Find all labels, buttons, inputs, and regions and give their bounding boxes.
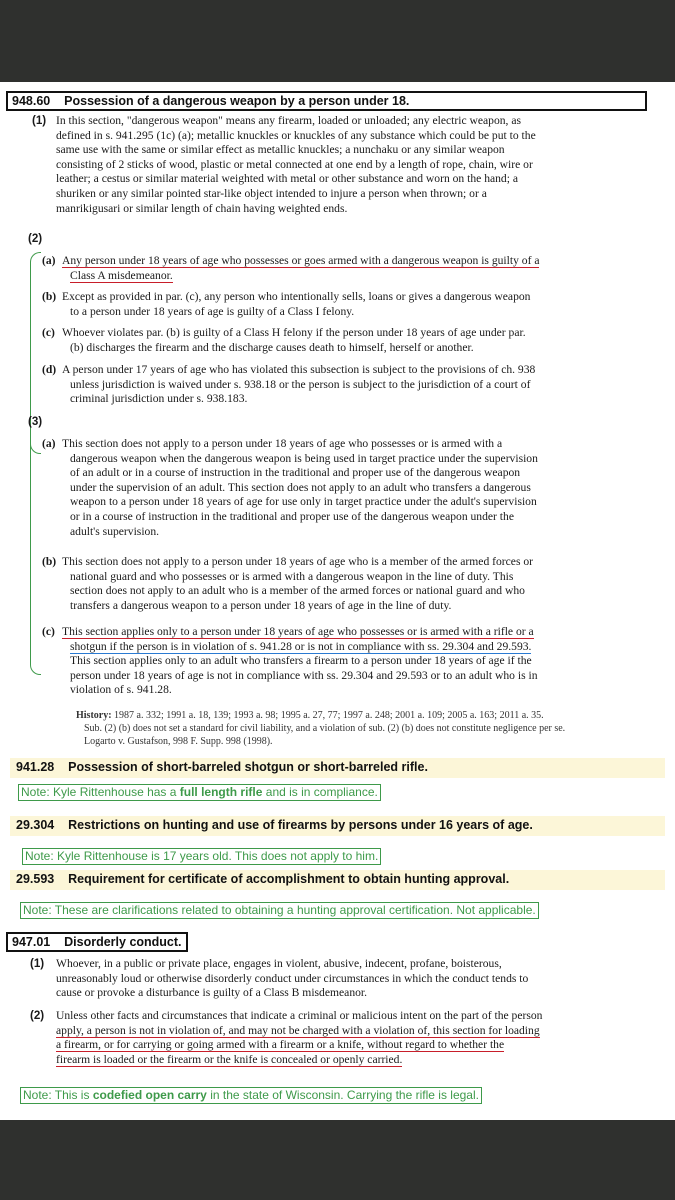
subsection-label: (3): [28, 415, 43, 428]
text-line: dangerous weapon when the dangerous weapon is being used in target practice under the supervision: [70, 451, 538, 465]
text-line: person under 18 years of age is not in compliance with ss. 29.304 and 29.593 or to an adult who is in: [70, 668, 538, 682]
s947-01-p1-text: [56, 957, 528, 1001]
text-line: This section does not apply to a person under 18 years of age who possesses or is armed with a: [62, 437, 503, 450]
subsection-label: (2): [30, 1009, 45, 1022]
history-block: [76, 709, 565, 748]
note-text: and is in compliance.: [262, 785, 378, 799]
annotation-note: Note: Kyle Rittenhouse is 17 years old. This does not apply to him.: [22, 848, 381, 865]
text-line: Unless other facts and circumstances that indicate a criminal or malicious intent on the part of the person: [56, 1009, 543, 1022]
annotation-note: Note: These are clarifications related to obtaining a hunting approval certification. Not applicable.: [20, 902, 539, 919]
annotation-note: [20, 1087, 482, 1104]
s948-60-3a-text: [62, 437, 538, 539]
subsection-label: (1): [32, 114, 47, 127]
note-text: Note: Kyle Rittenhouse has a: [21, 785, 180, 799]
history-line: Logarto v. Gustafson, 998 F. Supp. 998 (1998).: [84, 736, 273, 747]
green-bracket-annotation: [30, 434, 41, 675]
highlighted-text-line: This section applies only to a person under 18 years of age who possesses or is armed with a rifle or a: [62, 625, 534, 638]
section-948-60-header: [6, 91, 647, 111]
text-line: This section applies only to an adult who transfers a firearm to a person under 18 years of age if the: [70, 654, 532, 668]
section-number: 947.01: [12, 935, 51, 949]
highlighted-text-line: apply, a person is not in violation of, and may not be charged with a violation of, this section for loading: [56, 1023, 540, 1037]
history-label: History:: [76, 710, 112, 721]
section-number: 941.28: [16, 760, 55, 774]
paragraph-label: (c): [42, 625, 55, 638]
paragraph-label: (d): [42, 363, 57, 376]
note-bold-text: codefied open carry: [92, 1088, 207, 1102]
highlighted-text-line: shotgun if the person is in violation of s. 941.28 or is not in compliance with ss. 29.304 and 29.593.: [70, 639, 532, 653]
text-line: of an adult or in a course of instruction in the traditional and proper use of the dangerous weapon: [70, 466, 521, 480]
history-line: 1987 a. 332; 1991 a. 18, 139; 1993 a. 98; 1995 a. 27, 77; 1997 a. 248; 2001 a. 109; 2005 a. 163; 2011 a. 35.: [114, 710, 544, 721]
text-line: criminal jurisdiction under s. 938.183.: [70, 392, 248, 406]
section-title: Possession of a dangerous weapon by a person under 18.: [64, 94, 410, 108]
section-941-28-header: [16, 760, 428, 774]
section-title: Requirement for certificate of accomplishment to obtain hunting approval.: [68, 872, 510, 886]
text-line: Except as provided in par. (c), any person who intentionally sells, loans or gives a dangerous weapon: [62, 290, 531, 303]
section-number: 29.304: [16, 818, 55, 832]
text-line: leather; a cestus or similar material weighted with metal or other substance and worn on the hand; a: [56, 172, 518, 186]
text-line: violation of s. 941.28.: [70, 683, 172, 697]
section-title: Disorderly conduct.: [64, 935, 182, 949]
paragraph-label: (a): [42, 437, 56, 450]
text-line: cause or provoke a disturbance is guilty of a Class B misdemeanor.: [56, 986, 368, 1000]
section-29-304-header: [16, 818, 533, 832]
text-line: transfers a dangerous weapon to a person under 18 years of age in the line of duty.: [70, 598, 452, 612]
text-line: under the supervision of an adult. This section does not apply to an adult who transfers a dangerous: [70, 480, 531, 494]
highlighted-text-line: a firearm, or for carrying or going armed with a firearm or a knife, without regard to whether the: [56, 1038, 505, 1052]
s948-60-2b-text: [62, 290, 530, 319]
section-29-593-header: [16, 872, 509, 886]
paragraph-label: (c): [42, 326, 55, 339]
document-page: [0, 82, 675, 1120]
s948-60-2a-text: [62, 254, 539, 283]
text-line: A person under 17 years of age who has violated this subsection is subject to the provisions of ch. 938: [62, 363, 536, 376]
s948-60-2d-text: [62, 363, 535, 407]
text-line: weapon to a person under 18 years of age for use only in target practice under the adult's supervision: [70, 495, 537, 509]
note-text: in the state of Wisconsin. Carrying the rifle is legal.: [206, 1088, 479, 1102]
text-line: In this section, "dangerous weapon" means any firearm, loaded or unloaded; any electric weapon, as: [56, 114, 522, 127]
text-line: adult's supervision.: [70, 524, 160, 538]
s948-60-2c-text: [62, 326, 526, 355]
section-number: 29.593: [16, 872, 55, 886]
note-bold-text: full length rifle: [179, 785, 263, 799]
section-title: Restrictions on hunting and use of firearms by persons under 16 years of age.: [68, 818, 533, 832]
highlighted-text-line: firearm is loaded or the firearm or the knife is concealed or openly carried.: [56, 1052, 403, 1066]
s948-60-3b-text: [62, 555, 533, 613]
highlighted-text-line: Class A misdemeanor.: [70, 268, 173, 282]
s948-60-p1-text: [56, 114, 536, 216]
paragraph-label: (b): [42, 555, 57, 568]
s947-01-p2-text: [56, 1009, 542, 1067]
subsection-label: (2): [28, 232, 43, 245]
paragraph-label: (a): [42, 254, 56, 267]
text-line: shuriken or any similar pointed star-like object intended to injure a person when thrown; or a: [56, 186, 487, 200]
text-line: consisting of 2 sticks of wood, plastic or metal connected at one end by a length of rope, chain, wire or: [56, 157, 533, 171]
highlighted-text-line: Any person under 18 years of age who possesses or goes armed with a dangerous weapon is guilty of a: [62, 254, 540, 267]
text-line: Whoever, in a public or private place, engages in violent, abusive, indecent, profane, boisterous,: [56, 957, 502, 970]
section-title: Possession of short-barreled shotgun or short-barreled rifle.: [68, 760, 428, 774]
text-line: national guard and who possesses or is armed with a dangerous weapon in the line of duty. This: [70, 569, 514, 583]
text-line: unless jurisdiction is waived under s. 938.18 or the person is subject to the jurisdiction of a court of: [70, 377, 531, 391]
text-line: manrikigusari or similar length of chain having weighted ends.: [56, 201, 348, 215]
text-line: This section does not apply to a person under 18 years of age who is a member of the armed forces or: [62, 555, 534, 568]
text-line: defined in s. 941.295 (1c) (a); metallic knuckles or knuckles of any substance which could be put to the: [56, 128, 536, 142]
history-line: Sub. (2) (b) does not set a standard for civil liability, and a violation of sub. (2) (b) does not constitute negligence per se.: [84, 723, 566, 734]
text-line: same use with the same or similar effect as metallic knuckles; a nunchaku or any similar weapon: [56, 143, 505, 157]
section-number: 948.60: [12, 94, 51, 108]
text-line: (b) discharges the firearm and the discharge causes death to himself, herself or another.: [70, 340, 474, 354]
note-text: Note: This is: [23, 1088, 93, 1102]
annotation-note: [18, 784, 381, 801]
paragraph-label: (b): [42, 290, 57, 303]
text-line: Whoever violates par. (b) is guilty of a Class H felony if the person under 18 years of age under par.: [62, 326, 526, 339]
s948-60-3c-text: [62, 625, 538, 698]
text-line: unreasonably loud or otherwise disorderly conduct under circumstances in which the conduct tends to: [56, 971, 529, 985]
text-line: to a person under 18 years of age is guilty of a Class I felony.: [70, 304, 355, 318]
section-947-01-header: [6, 932, 188, 952]
text-line: section does not apply to an adult who is a member of the armed forces or national guard and who: [70, 584, 525, 598]
subsection-label: (1): [30, 957, 45, 970]
text-line: or in a course of instruction in the traditional and proper use of the dangerous weapon under the: [70, 509, 514, 523]
